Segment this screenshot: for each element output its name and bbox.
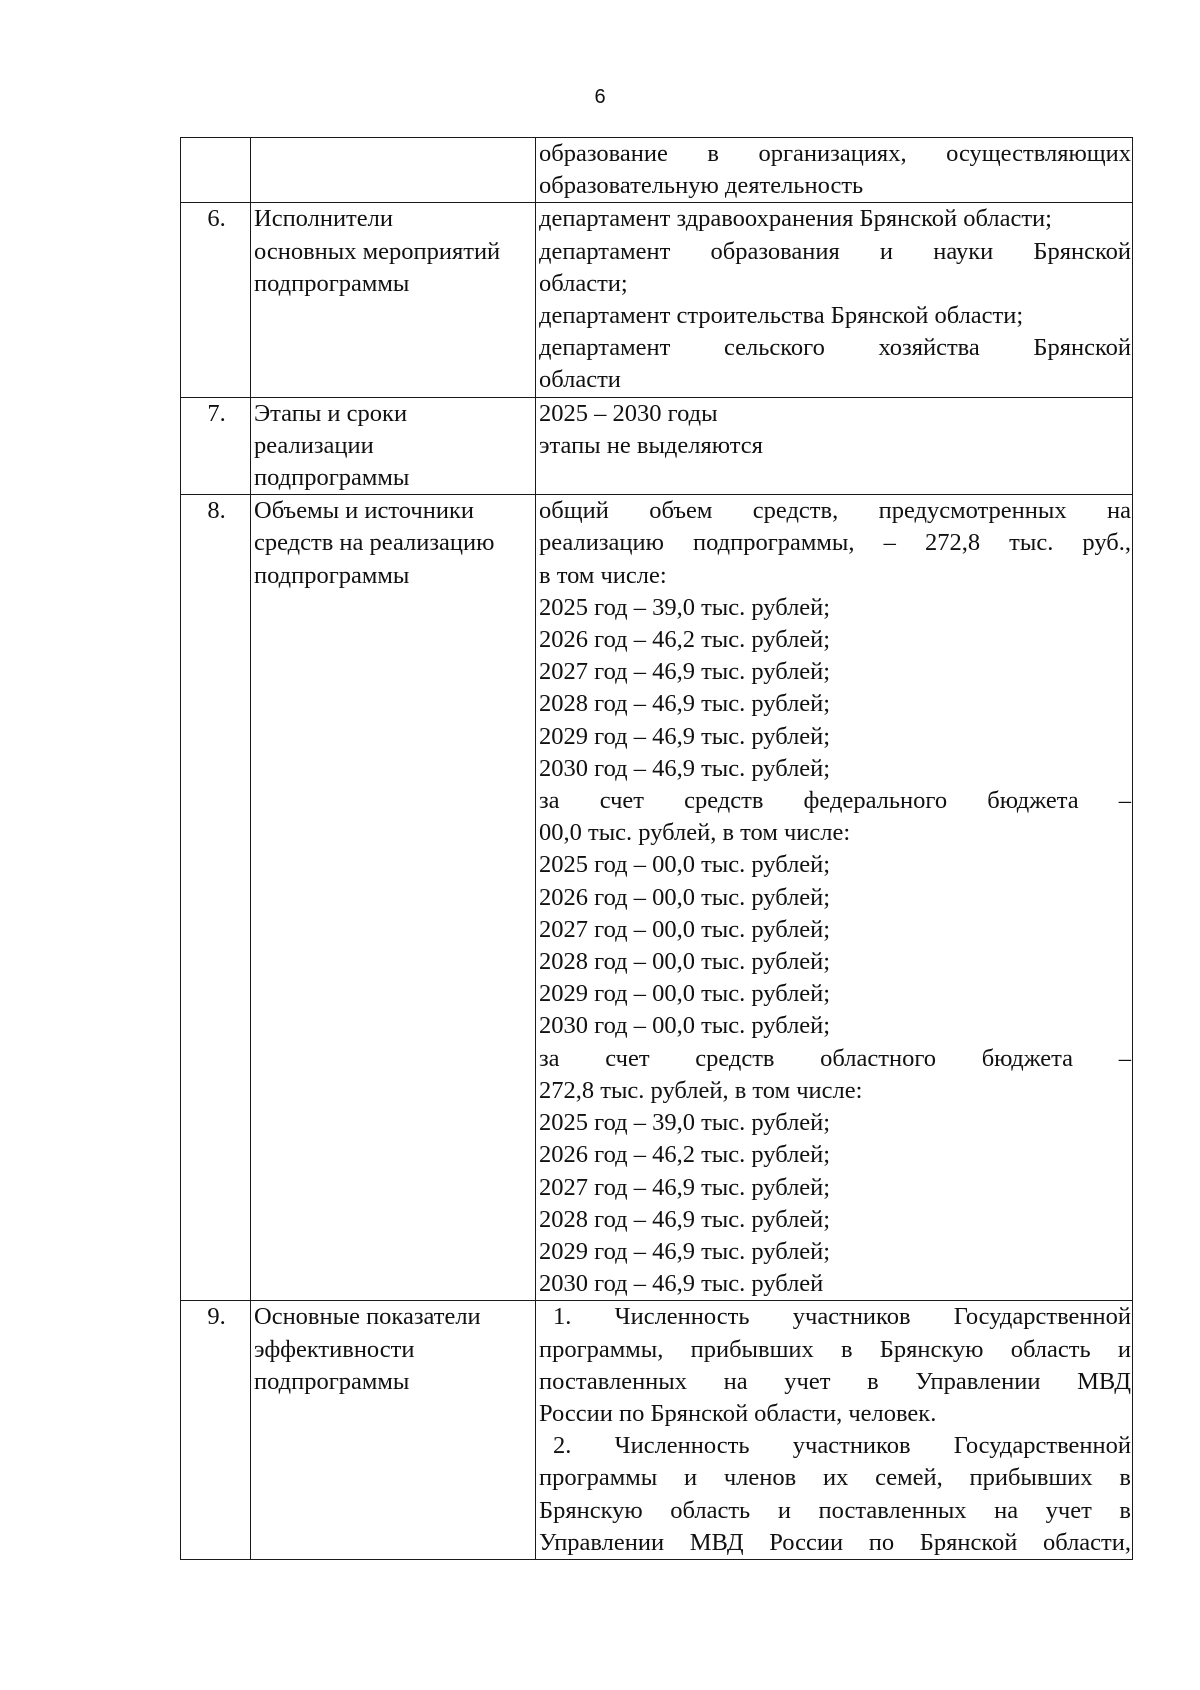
table-row xyxy=(181,138,1133,203)
row-value-line: за счет средств областного бюджета – xyxy=(539,1044,1131,1072)
row-value-line: программы и членов их семей, прибывших в xyxy=(539,1464,1131,1492)
row-value-line: 2030 год – 00,0 тыс. рублей; xyxy=(539,1012,831,1040)
row-value-line: 2028 год – 46,9 тыс. рублей; xyxy=(539,690,831,718)
row-value-line: в том числе: xyxy=(539,561,667,589)
row-value-line: 2. Численность участников Государственной xyxy=(553,1432,1131,1460)
row-value-line: 2025 год – 39,0 тыс. рублей; xyxy=(539,1109,831,1137)
row-value-line: за счет средств федерального бюджета – xyxy=(539,787,1131,815)
row-value-line: департамент образования и науки Брянской xyxy=(539,237,1131,265)
row-label-line: Этапы и сроки xyxy=(254,399,408,427)
row-label-line: реализации xyxy=(254,431,374,459)
row-value-line: 2026 год – 00,0 тыс. рублей; xyxy=(539,883,831,911)
row-label-line: подпрограммы xyxy=(254,269,410,297)
row-value-line: департамент сельского хозяйства Брянской xyxy=(539,334,1131,362)
row-label-line: подпрограммы xyxy=(254,1367,410,1395)
row-value-line: 2029 год – 00,0 тыс. рублей; xyxy=(539,980,831,1008)
row-label-line: эффективности xyxy=(254,1335,415,1363)
row-value-line: департамент здравоохранения Брянской области; xyxy=(539,205,1052,233)
subprogram-passport-table xyxy=(180,137,1133,1560)
row-number: 6. xyxy=(181,203,251,397)
row-value-line: 2030 год – 46,9 тыс. рублей; xyxy=(539,754,831,782)
row-value-line: области xyxy=(539,366,621,394)
row-value-line: 2026 год – 46,2 тыс. рублей; xyxy=(539,626,831,654)
row-value-line: 2029 год – 46,9 тыс. рублей; xyxy=(539,722,831,750)
table-row xyxy=(181,1301,1133,1560)
row-value-line: России по Брянской области, человек. xyxy=(539,1399,937,1427)
row-value xyxy=(536,495,1133,1301)
row-value-line: 2026 год – 46,2 тыс. рублей; xyxy=(539,1141,831,1169)
row-label xyxy=(251,495,536,1301)
row-label xyxy=(251,138,536,203)
row-value-line: 2025 год – 39,0 тыс. рублей; xyxy=(539,593,831,621)
row-value-line: 2025 – 2030 годы xyxy=(539,399,718,427)
row-label-line: подпрограммы xyxy=(254,464,410,492)
row-label-line: подпрограммы xyxy=(254,561,410,589)
row-value-line: программы, прибывших в Брянскую область и xyxy=(539,1335,1131,1363)
row-label xyxy=(251,397,536,495)
row-value-line: реализацию подпрограммы, – 272,8 тыс. руб., xyxy=(539,529,1131,557)
table-row xyxy=(181,397,1133,495)
table-row xyxy=(181,203,1133,397)
row-value-line: департамент строительства Брянской области; xyxy=(539,302,1024,330)
row-label-line: Основные показатели xyxy=(254,1303,481,1331)
table-body xyxy=(181,138,1133,1560)
row-value xyxy=(536,203,1133,397)
row-value xyxy=(536,138,1133,203)
row-value-line: 2025 год – 00,0 тыс. рублей; xyxy=(539,851,831,879)
row-value-line: 2028 год – 00,0 тыс. рублей; xyxy=(539,948,831,976)
row-value-line: Управлении МВД России по Брянской области, xyxy=(539,1528,1131,1556)
row-number: 9. xyxy=(181,1301,251,1560)
row-number: 8. xyxy=(181,495,251,1301)
row-number xyxy=(181,138,251,203)
row-value xyxy=(536,1301,1133,1560)
row-value-line: этапы не выделяются xyxy=(539,431,763,459)
row-label-line: основных мероприятий xyxy=(254,237,501,265)
row-value-line: Брянскую область и поставленных на учет в xyxy=(539,1496,1131,1524)
row-value-line: области; xyxy=(539,269,628,297)
row-value-line: поставленных на учет в Управлении МВД xyxy=(539,1367,1131,1395)
row-label-line: средств на реализацию xyxy=(254,529,495,557)
row-value-line: образовательную деятельность xyxy=(539,172,864,200)
row-label-line: Объемы и источники xyxy=(254,497,474,525)
row-value-line: общий объем средств, предусмотренных на xyxy=(539,497,1131,525)
row-label xyxy=(251,1301,536,1560)
row-label xyxy=(251,203,536,397)
row-number: 7. xyxy=(181,397,251,495)
row-value-line: образование в организациях, осуществляющих xyxy=(539,140,1131,167)
row-value-line: 2027 год – 46,9 тыс. рублей; xyxy=(539,658,831,686)
row-value xyxy=(536,397,1133,495)
row-value-line: 2027 год – 46,9 тыс. рублей; xyxy=(539,1173,831,1201)
row-value-line: 2027 год – 00,0 тыс. рублей; xyxy=(539,915,831,943)
row-value-line: 1. Численность участников Государственной xyxy=(553,1303,1131,1331)
row-value-line: 272,8 тыс. рублей, в том числе: xyxy=(539,1076,863,1104)
row-value-line: 00,0 тыс. рублей, в том числе: xyxy=(539,819,851,847)
row-value-line: 2028 год – 46,9 тыс. рублей; xyxy=(539,1205,831,1233)
row-value-line: 2029 год – 46,9 тыс. рублей; xyxy=(539,1237,831,1265)
row-label-line: Исполнители xyxy=(254,205,393,233)
row-value-line: 2030 год – 46,9 тыс. рублей xyxy=(539,1270,824,1298)
table-row xyxy=(181,495,1133,1301)
page-number: 6 xyxy=(594,86,606,108)
